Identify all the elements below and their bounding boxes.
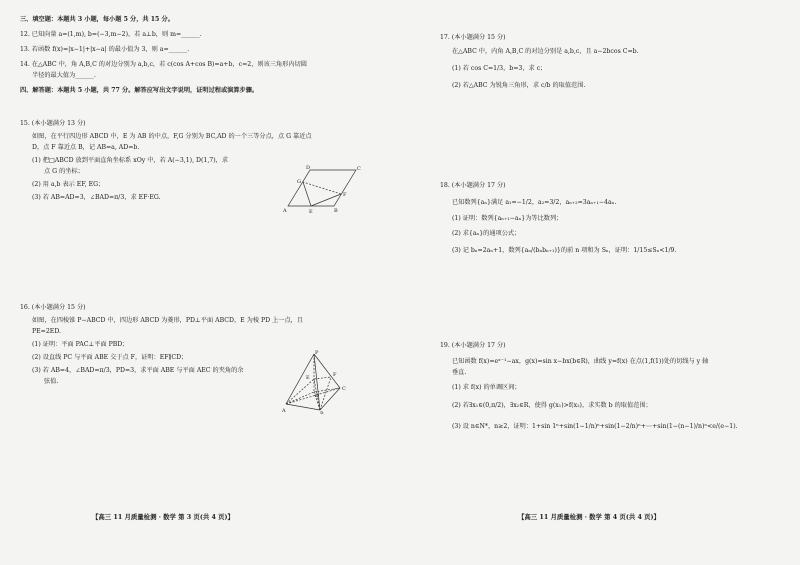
section3-heading: 三、填空题：本题共 3 小题，每小题 5 分，共 15 分。 [20, 16, 174, 23]
label-c: C [357, 166, 361, 172]
edge-pa [286, 354, 314, 404]
question-17-part1: (1) 若 cos C=1/3，b=3，求 c； [452, 65, 547, 72]
label-f: F [343, 192, 347, 198]
question-13: 13. 若函数 f(x)=|x−1|+|x−a| 的最小值为 3，则 a=______. [20, 46, 190, 53]
question-15-part1-line1: (1) 把□ABCD 放到平面直角坐标系 xOy 中，若 A(−3,1), D(1,7)，求 [32, 157, 229, 164]
question-15-header: 15. (本小题满分 13 分) [20, 120, 86, 127]
question-16-part3-line1: (3) 若 AB=4，∠BAD=π/3，PD=3，求平面 ABE 与平面 AEC 的夹角的余 [32, 367, 244, 374]
segment-bf [320, 377, 331, 410]
question-18-part1: (1) 证明：数列{aₙ₊₁−aₙ}为等比数列； [452, 215, 563, 222]
question-14-line1: 14. 在△ABC 中，角 A,B,C 的对边分别为 a,b,c，若 c(cos A+cos B)=a+b，c=2，则该三角形内切圆 [20, 61, 307, 68]
label-g: G [297, 179, 301, 185]
segment-fg [303, 182, 341, 194]
question-15-part1-line2: 点 G 的坐标； [44, 168, 84, 175]
label-d: D [306, 165, 311, 171]
label-a: A [283, 208, 287, 214]
question-16-part1: (1) 证明：平面 PAC⊥平面 PBD； [32, 341, 129, 348]
label-a: A [282, 408, 286, 414]
question-16-header: 16. (本小题满分 15 分) [20, 304, 86, 311]
question-17-line1: 在△ABC 中，内角 A,B,C 的对边分别是 a,b,c，且 a−2bcos C=b. [452, 48, 639, 55]
label-d: D [315, 393, 320, 399]
question-15 [20, 118, 312, 203]
question-19-part3: (3) 设 n∈N*，n≥2，证明：1+sin 1ⁿ+sin(1−1/n)ⁿ+sin(1−2/n)ⁿ+⋯+sin(1−(n−1)/n)ⁿ<e/(e−1). [452, 423, 738, 430]
question-12: 12. 已知向量 a=(1,m), b=(−3,m−2)，若 a⊥b，则 m=______. [20, 31, 202, 38]
diagonal-ac [286, 388, 340, 404]
question-15-part2: (2) 用 a,b 表示 EF, EG； [32, 181, 105, 188]
question-15-line2: D，点 F 靠近点 B，记 AB=a, AD=b. [32, 144, 140, 151]
question-17-part2: (2) 若△ABC 为锐角三角形，求 c/b 的取值范围. [452, 82, 586, 89]
label-e: E [306, 375, 310, 381]
question-17-header: 17. (本小题满分 15 分) [440, 34, 506, 41]
edge-ad [286, 392, 314, 404]
edge-pc [314, 354, 340, 388]
question-16-line2: PE=2ED. [32, 328, 62, 335]
question-18-line1: 已知数列{aₙ}满足 a₁=−1/2，a₂=3/2，aₙ₊₂=3aₙ₊₁−4aₙ. [452, 199, 617, 206]
fill-in-section [20, 14, 307, 96]
question-19-line2: 垂直. [452, 369, 467, 376]
question-15-part3: (3) 若 AB=AD=3，∠BAD=π/3，求 EF·EG. [32, 194, 161, 201]
label-e: E [309, 209, 313, 214]
segment-ae [286, 379, 314, 404]
question-18-part2: (2) 求{aₙ}的通项公式； [452, 230, 521, 237]
question-19-part1: (1) 求 f(x) 的单调区间； [452, 384, 521, 391]
right-page-footer: 【高三 11 月质量检测 · 数学 第 4 页(共 4 页)】 [518, 513, 660, 521]
label-p: P [315, 350, 319, 356]
label-c: C [342, 386, 346, 392]
question-19 [440, 340, 738, 432]
left-page-footer: 【高三 11 月质量检测 · 数学 第 3 页(共 4 页)】 [92, 513, 234, 521]
question-16-part3-line2: 弦值. [44, 378, 59, 385]
label-f: F [333, 372, 337, 378]
question-15-line1: 如图，在平行四边形 ABCD 中，E 为 AB 的中点，F,G 分别为 BC,AD 的一个三等分点，点 G 靠近点 [32, 133, 312, 140]
question-16 [20, 302, 303, 387]
question-19-line1: 已知函数 f(x)=eˣ⁻¹−ax，g(x)=sin x−bx(b∈R)，曲线 y=f(x) 在点(1,f(1))处的切线与 y 轴 [452, 358, 709, 365]
section4-heading: 四、解答题：本题共 5 小题，共 77 分。解答应写出文字说明，证明过程或演算步骤。 [20, 87, 259, 94]
parallelogram-figure [282, 164, 362, 214]
pyramid-figure [282, 348, 348, 414]
question-14-line2: 半径的最大值为______. [32, 72, 96, 79]
right-page [400, 0, 800, 565]
label-b: B [334, 208, 338, 214]
question-16-part2: (2) 设直线 PC 与平面 ABE 交于点 F，证明：EF∥CD； [32, 354, 188, 361]
segment-ef [311, 194, 341, 206]
question-17 [440, 32, 639, 91]
segment-eg [303, 182, 311, 206]
question-16-line1: 如图，在四棱锥 P−ABCD 中，四边形 ABCD 为菱形，PD⊥平面 ABCD，E 为棱 PD 上一点，且 [32, 317, 304, 324]
question-18-header: 18. (本小题满分 17 分) [440, 182, 506, 189]
edge-ab [286, 404, 320, 410]
question-19-header: 19. (本小题满分 17 分) [440, 342, 506, 349]
parallelogram-outline [288, 170, 356, 206]
question-18 [440, 180, 676, 256]
label-b: B [320, 411, 324, 414]
question-19-part2: (2) 若∃x₁∈(0,π/2)，∃x₂∈R，使得 g(x₁)>f(x₂)，求实数 b 的取值范围； [452, 402, 652, 409]
question-18-part3: (3) 记 bₙ=2aₙ+1，数列{aₙ/(bₙbₙ₊₁)}的前 n 项和为 Sₙ，证明：1/15≤Sₙ<1/9. [452, 247, 677, 254]
